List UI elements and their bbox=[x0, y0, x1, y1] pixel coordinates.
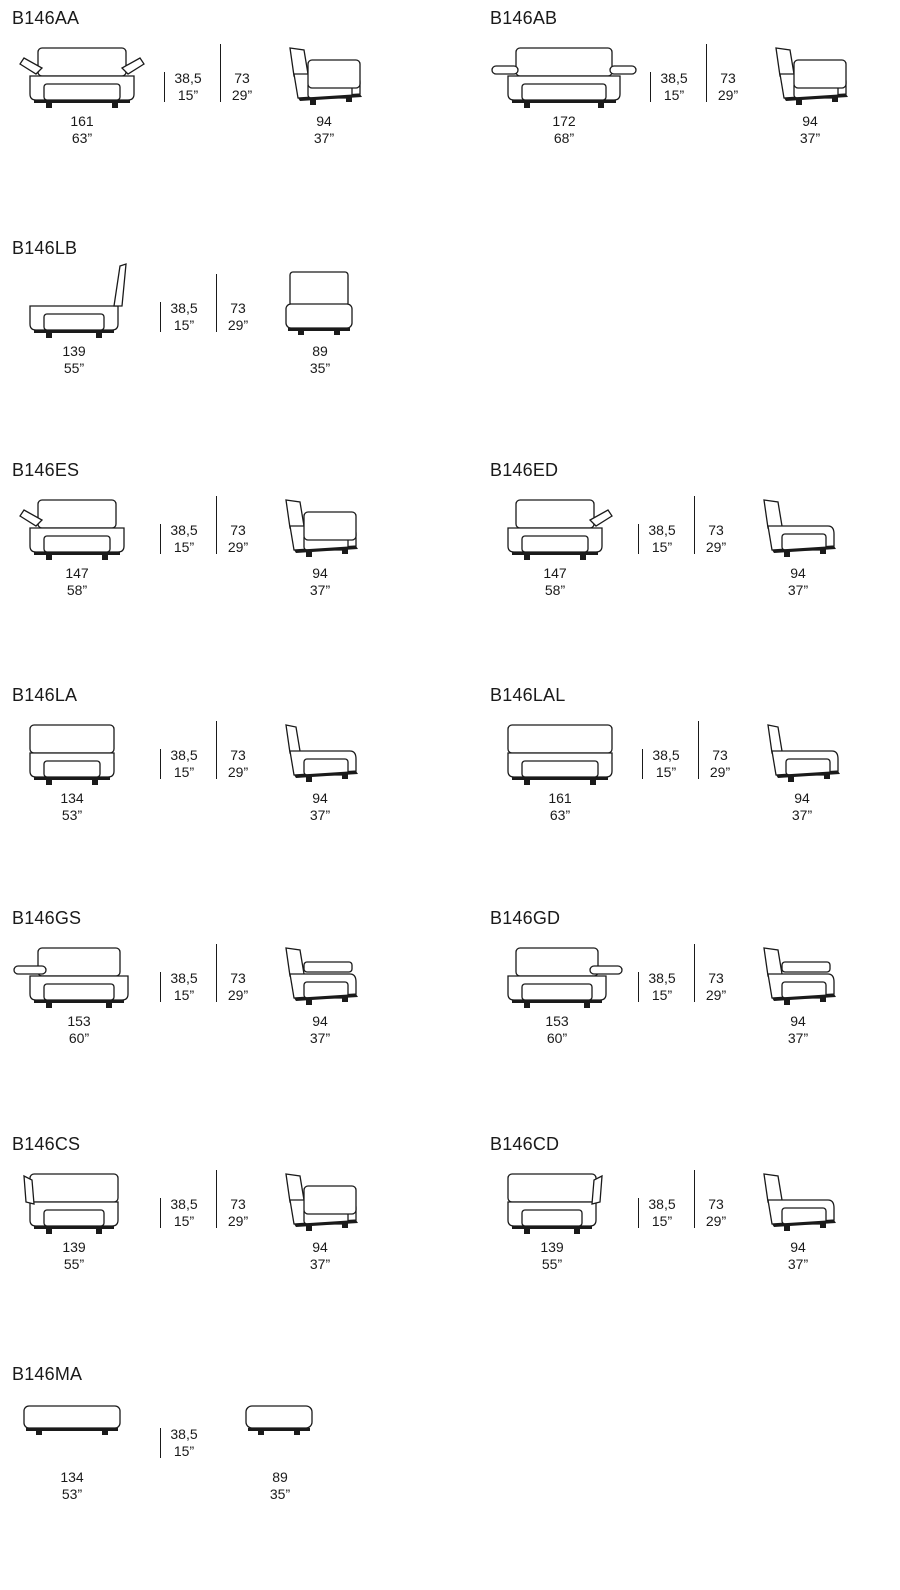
module-drawing bbox=[12, 8, 452, 208]
module-b146lal bbox=[490, 685, 900, 885]
depth-label: 89 35” bbox=[309, 343, 331, 376]
module-code: B146ED bbox=[490, 460, 559, 480]
front-elevation bbox=[508, 1174, 602, 1234]
seat-height-line bbox=[650, 72, 651, 102]
module-b146gs bbox=[12, 908, 452, 1108]
depth-label: 94 37” bbox=[309, 1013, 331, 1046]
module-code: B146LAL bbox=[490, 685, 566, 705]
module-drawing bbox=[490, 908, 900, 1108]
module-drawing bbox=[12, 685, 452, 885]
height-label: 73 29” bbox=[705, 1196, 727, 1229]
side-elevation bbox=[764, 500, 836, 557]
height-label: 73 29” bbox=[227, 300, 249, 333]
seat-height-label: 38,5 15” bbox=[648, 1196, 676, 1229]
module-drawing bbox=[490, 1134, 900, 1334]
module-drawing bbox=[490, 460, 900, 660]
seat-height-line bbox=[160, 302, 161, 332]
module-drawing bbox=[490, 8, 900, 208]
height-label: 73 29” bbox=[231, 70, 253, 103]
front-elevation bbox=[492, 48, 636, 108]
front-elevation bbox=[24, 1406, 120, 1435]
side-elevation bbox=[290, 48, 362, 105]
seat-height-label: 38,5 15” bbox=[170, 522, 198, 555]
module-code: B146ES bbox=[12, 460, 80, 480]
seat-height-line bbox=[160, 1198, 161, 1228]
seat-height-label: 38,5 15” bbox=[648, 522, 676, 555]
module-b146cd bbox=[490, 1134, 900, 1334]
seat-height-label: 38,5 15” bbox=[660, 70, 688, 103]
front-elevation bbox=[24, 1174, 118, 1234]
module-code: B146CD bbox=[490, 1134, 560, 1154]
side-elevation bbox=[286, 500, 358, 557]
module-drawing bbox=[12, 460, 452, 660]
front-elevation bbox=[508, 500, 612, 560]
module-code: B146MA bbox=[12, 1364, 83, 1384]
height-label: 73 29” bbox=[705, 970, 727, 1003]
side-elevation bbox=[286, 272, 352, 335]
module-code: B146GD bbox=[490, 908, 561, 928]
front-elevation bbox=[30, 264, 126, 338]
side-elevation bbox=[768, 725, 840, 782]
width-label: 134 53” bbox=[60, 1469, 84, 1502]
depth-label: 94 37” bbox=[309, 565, 331, 598]
seat-height-line bbox=[638, 972, 639, 1002]
height-label: 73 29” bbox=[227, 747, 249, 780]
side-elevation bbox=[776, 48, 848, 105]
module-code: B146LB bbox=[12, 238, 78, 258]
height-label: 73 29” bbox=[705, 522, 727, 555]
seat-height-label: 38,5 15” bbox=[170, 300, 198, 333]
width-label: 147 58” bbox=[65, 565, 89, 598]
module-drawing bbox=[12, 1134, 452, 1334]
width-label: 161 63” bbox=[548, 790, 572, 823]
seat-height-line bbox=[638, 1198, 639, 1228]
seat-height-label: 38,5 15” bbox=[170, 970, 198, 1003]
width-label: 139 55” bbox=[540, 1239, 564, 1272]
width-label: 147 58” bbox=[543, 565, 567, 598]
seat-height-label: 38,5 15” bbox=[170, 1426, 198, 1459]
height-label: 73 29” bbox=[709, 747, 731, 780]
depth-label: 94 37” bbox=[787, 1013, 809, 1046]
side-elevation bbox=[286, 1174, 358, 1231]
seat-height-label: 38,5 15” bbox=[652, 747, 680, 780]
module-b146cs bbox=[12, 1134, 452, 1334]
front-elevation bbox=[20, 48, 144, 108]
module-b146aa bbox=[12, 8, 452, 208]
height-label: 73 29” bbox=[227, 1196, 249, 1229]
side-elevation bbox=[764, 948, 836, 1005]
module-b146ed bbox=[490, 460, 900, 660]
seat-height-label: 38,5 15” bbox=[170, 747, 198, 780]
height-label: 73 29” bbox=[717, 70, 739, 103]
front-elevation bbox=[30, 725, 114, 785]
module-b146la bbox=[12, 685, 452, 885]
side-elevation bbox=[764, 1174, 836, 1231]
module-code: B146AA bbox=[12, 8, 80, 28]
module-drawing bbox=[12, 908, 452, 1108]
seat-height-line bbox=[160, 749, 161, 779]
side-elevation bbox=[286, 725, 358, 782]
depth-label: 94 37” bbox=[313, 113, 335, 146]
depth-label: 94 37” bbox=[309, 790, 331, 823]
depth-label: 94 37” bbox=[799, 113, 821, 146]
front-elevation bbox=[20, 500, 124, 560]
module-drawing bbox=[490, 685, 900, 885]
module-drawing bbox=[12, 1364, 452, 1564]
seat-height-line bbox=[160, 524, 161, 554]
width-label: 139 55” bbox=[62, 343, 86, 376]
module-code: B146CS bbox=[12, 1134, 81, 1154]
module-b146es bbox=[12, 460, 452, 660]
module-code: B146GS bbox=[12, 908, 82, 928]
seat-height-label: 38,5 15” bbox=[648, 970, 676, 1003]
module-b146ab bbox=[490, 8, 900, 208]
seat-height-line bbox=[164, 72, 165, 102]
width-label: 153 60” bbox=[67, 1013, 91, 1046]
module-code: B146LA bbox=[12, 685, 78, 705]
seat-height-line bbox=[642, 749, 643, 779]
height-label: 73 29” bbox=[227, 522, 249, 555]
depth-label: 94 37” bbox=[787, 565, 809, 598]
seat-height-line bbox=[160, 972, 161, 1002]
depth-label: 89 35” bbox=[269, 1469, 291, 1502]
seat-height-label: 38,5 15” bbox=[174, 70, 202, 103]
width-label: 153 60” bbox=[545, 1013, 569, 1046]
seat-height-line bbox=[638, 524, 639, 554]
module-drawing bbox=[12, 238, 452, 438]
side-elevation bbox=[286, 948, 358, 1005]
front-elevation bbox=[508, 725, 612, 785]
width-label: 139 55” bbox=[62, 1239, 86, 1272]
module-b146ma bbox=[12, 1364, 452, 1564]
depth-label: 94 37” bbox=[787, 1239, 809, 1272]
width-label: 134 53” bbox=[60, 790, 84, 823]
seat-height-line bbox=[160, 1428, 161, 1458]
depth-label: 94 37” bbox=[309, 1239, 331, 1272]
width-label: 172 68” bbox=[552, 113, 576, 146]
front-elevation bbox=[14, 948, 128, 1008]
module-b146gd bbox=[490, 908, 900, 1108]
height-label: 73 29” bbox=[227, 970, 249, 1003]
seat-height-label: 38,5 15” bbox=[170, 1196, 198, 1229]
module-code: B146AB bbox=[490, 8, 558, 28]
depth-label: 94 37” bbox=[791, 790, 813, 823]
front-elevation bbox=[508, 948, 622, 1008]
module-b146lb bbox=[12, 238, 452, 438]
side-elevation bbox=[246, 1406, 312, 1435]
width-label: 161 63” bbox=[70, 113, 94, 146]
